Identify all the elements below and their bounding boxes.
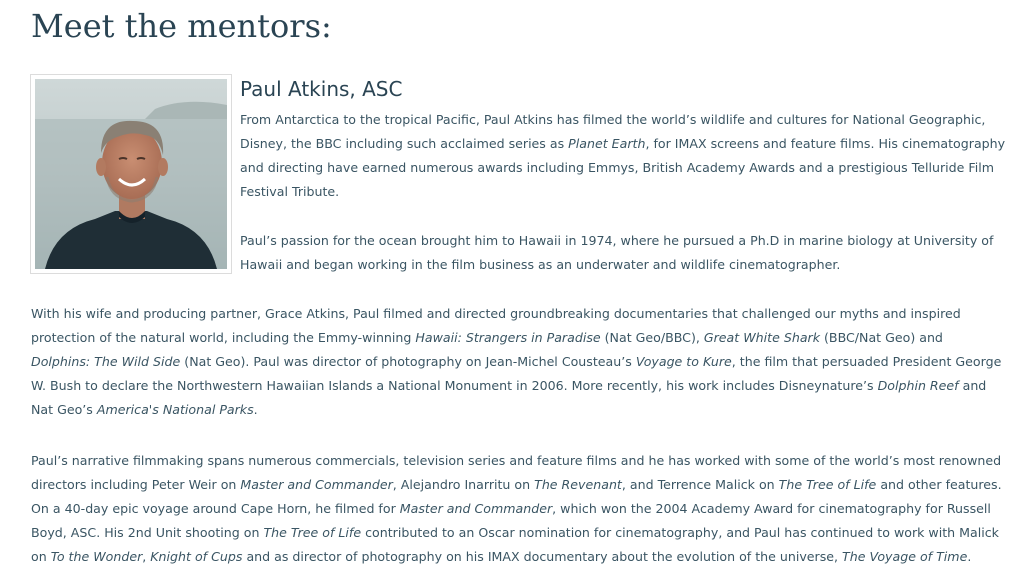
bio-text: , and Terrence Malick on	[621, 477, 779, 492]
bio-title-italic: The Tree of Life	[778, 477, 877, 492]
bio-text: and as director of photography on his IMAX documentary about the evolution of the universe,	[242, 549, 843, 564]
bio-text: ,	[142, 549, 151, 564]
bio-text: contributed to an Oscar nomination for cinematography, and Paul has continued to work with Malick on	[31, 525, 999, 564]
bio-text: .	[967, 549, 972, 564]
page-title: Meet the mentors:	[31, 7, 332, 45]
bio-paragraph	[240, 108, 1010, 204]
bio-title-italic: America's National Parks	[96, 402, 254, 417]
bio-title-italic: Hawaii: Strangers in Paradise	[415, 330, 601, 345]
bio-text: and other features. On a 40-day epic voyage around Cape Horn, he filmed for	[31, 477, 1002, 516]
bio-title-italic: Dolphins: The Wild Side	[31, 354, 181, 369]
bio-title-italic: The Tree of Life	[263, 525, 362, 540]
bio-text: (Nat Geo). Paul was director of photography on Jean-Michel Cousteau’s	[180, 354, 636, 369]
bio-text: and Nat Geo’s	[31, 378, 987, 417]
bio-title-italic: To the Wonder	[50, 549, 143, 564]
bio-text: .	[253, 402, 258, 417]
bio-text: Paul’s narrative filmmaking spans numerous commercials, television series and feature films and he has worked with some of the world’s most renowned directors including Peter Weir on	[31, 453, 1002, 492]
bio-title-italic: Knight of Cups	[150, 549, 243, 564]
bio-title-italic: The Voyage of Time	[842, 549, 968, 564]
bio-paragraph	[240, 229, 1010, 277]
bio-title-italic: Master and Commander	[240, 477, 393, 492]
bio-text: Paul’s passion for the ocean brought him to Hawaii in 1974, where he pursued a Ph.D in marine biology at University of Hawaii and began working in the film business as an underwater and wildlife cinematographer.	[240, 233, 994, 272]
bio-title-italic: Voyage to Kure	[635, 354, 732, 369]
mentor-name: Paul Atkins, ASC	[240, 77, 403, 101]
bio-title-italic: The Revenant	[534, 477, 622, 492]
bio-title-italic: Planet Earth	[568, 136, 646, 151]
bio-paragraph	[31, 302, 1006, 422]
bio-text: , Alejandro Inarritu on	[392, 477, 535, 492]
bio-title-italic: Dolphin Reef	[877, 378, 959, 393]
bio-text: (BBC/Nat Geo) and	[820, 330, 943, 345]
mentor-portrait-image	[35, 79, 227, 269]
bio-text: From Antarctica to the tropical Pacific, Paul Atkins has filmed the world’s wildlife and cultures for National Geographic, Disney, the BBC including such acclaimed series as	[240, 112, 986, 151]
mentor-photo	[30, 74, 232, 274]
bio-text: , for IMAX screens and feature films. His cinematography and directing have earned numerous awards including Emmys, British Academy Awards and a prestigious Telluride Film Festival Tribute.	[240, 136, 1006, 199]
bio-paragraph	[31, 449, 1006, 569]
bio-text: , which won the 2004 Academy Award for cinematography for Russell Boyd, ASC. His 2nd Unit shooting on	[31, 501, 991, 540]
bio-title-italic: Master and Commander	[399, 501, 553, 516]
bio-title-italic: Great White Shark	[703, 330, 821, 345]
bio-text: (Nat Geo/BBC),	[600, 330, 704, 345]
bio-text: , the film that persuaded President George W. Bush to declare the Northwestern Hawaiian Islands a National Monument in 2006. More recently, his work includes Disneynature’s	[31, 354, 1002, 393]
bio-text: With his wife and producing partner, Grace Atkins, Paul filmed and directed groundbreaking documentaries that challenged our myths and inspired protection of the natural world, including the Emmy-winning	[31, 306, 961, 345]
